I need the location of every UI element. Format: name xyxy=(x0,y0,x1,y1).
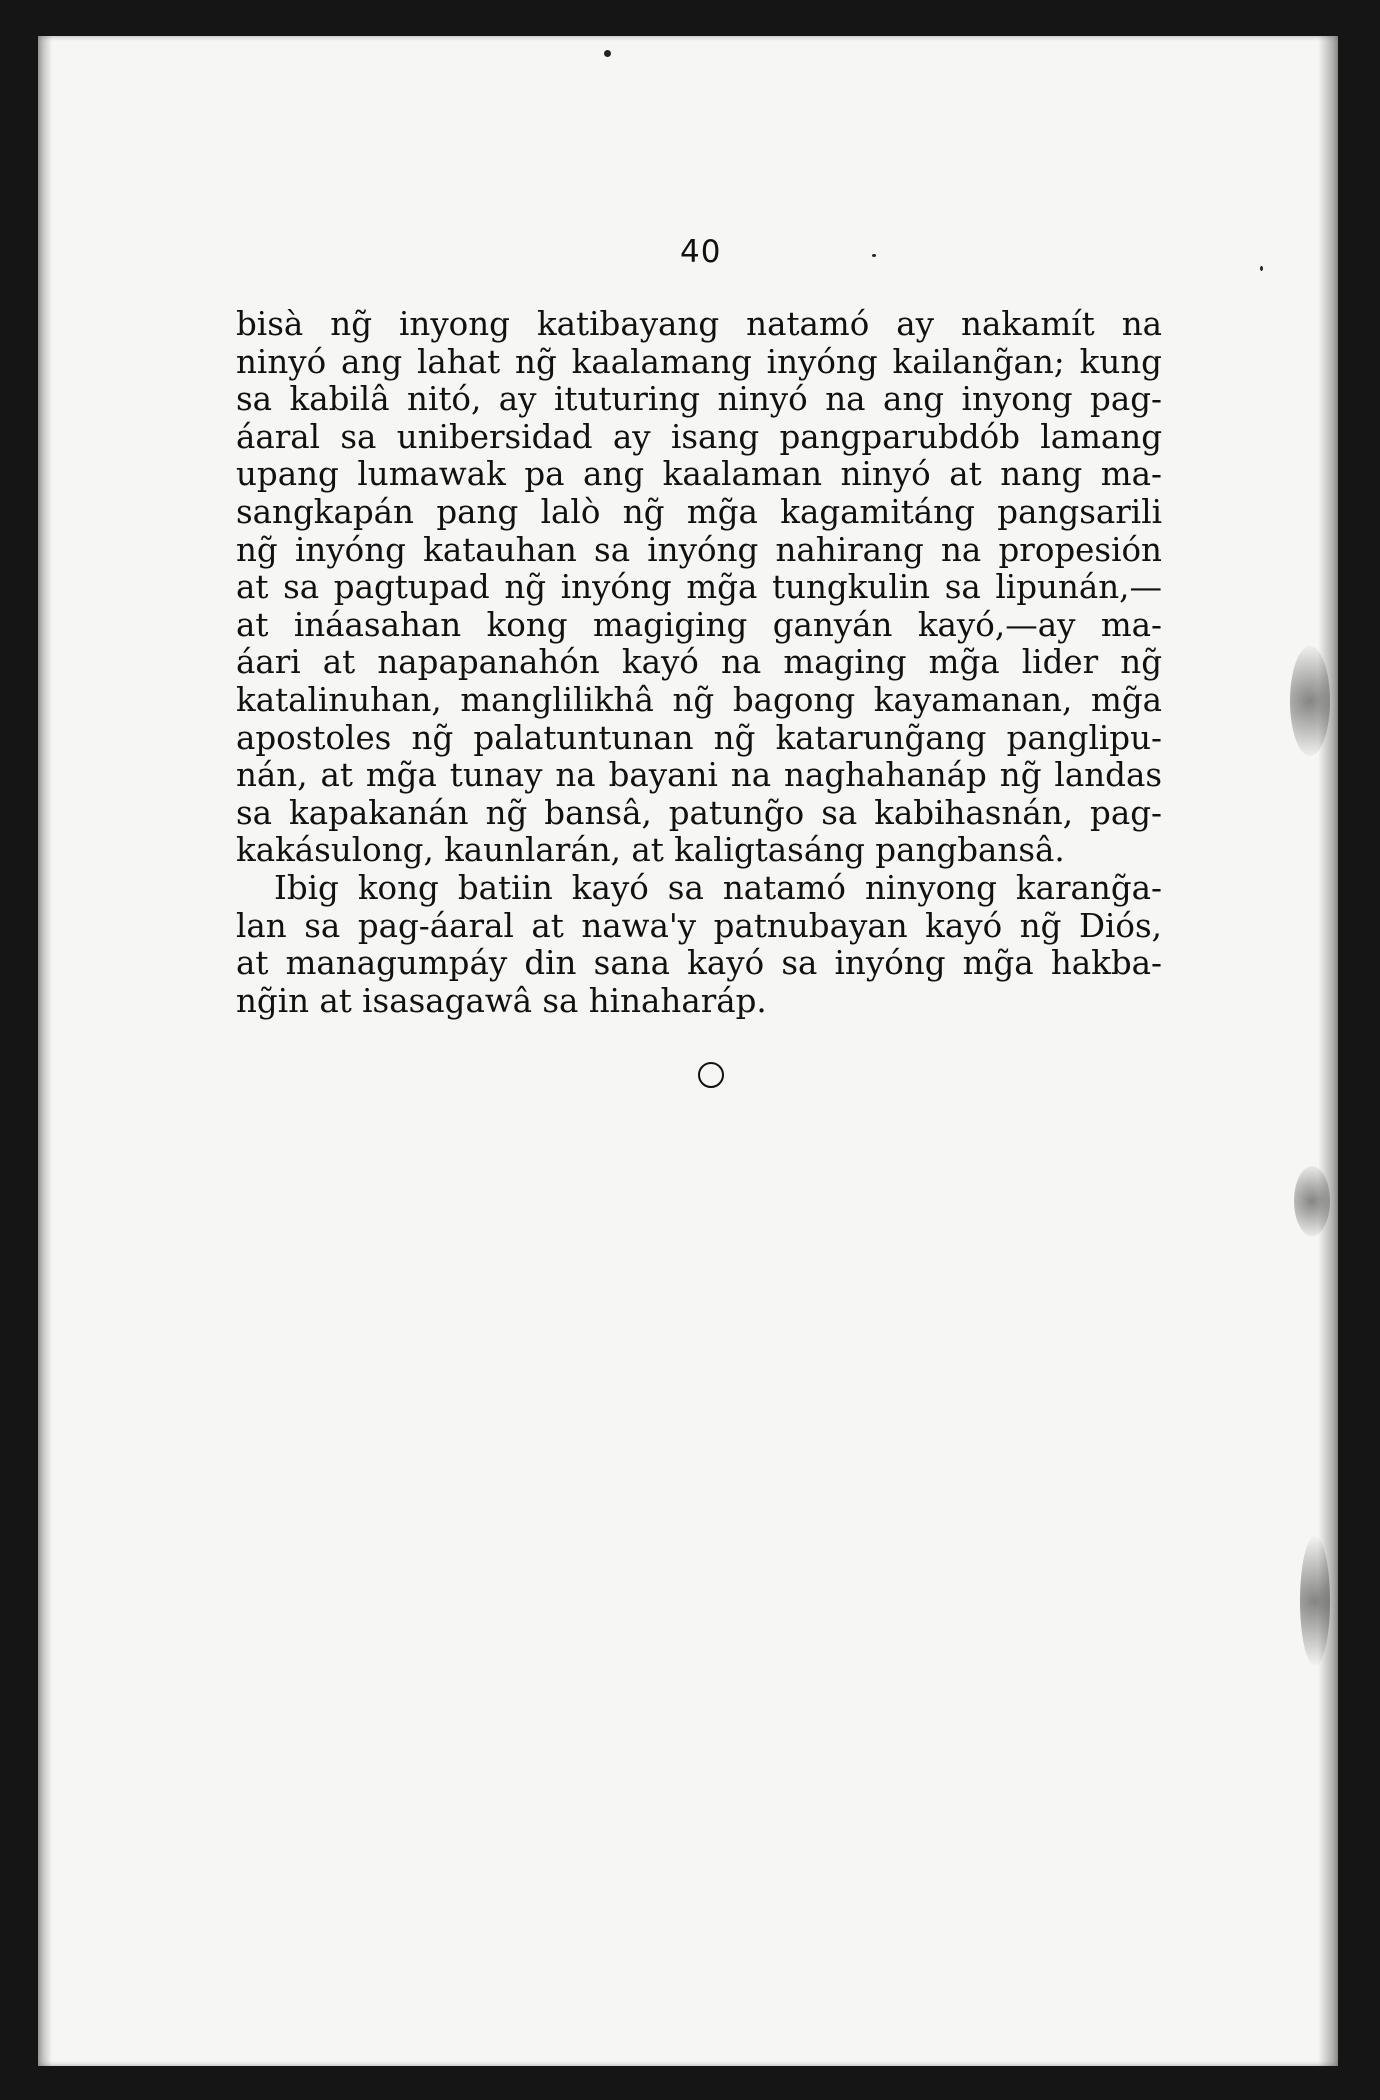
paragraph-1 xyxy=(236,306,1162,870)
text-line: at ináasahan kong magiging ganyán kayó,—ay ma- xyxy=(236,605,1162,644)
text-line: sangkapán pang lalò ng̃ mg̃a kagamitáng pangsarili xyxy=(236,492,1162,531)
text-line: nán, at mg̃a tunay na bayani na naghahanáp ng̃ landas xyxy=(236,756,1162,795)
scan-smudge xyxy=(1294,1166,1330,1236)
text-line: lan sa pag-áaral at nawa'y patnubayan kayó ng̃ Diós, xyxy=(236,906,1162,945)
text-line: ng̃in at isasagawâ sa hinaharáp. xyxy=(236,981,767,1020)
scan-smudge xyxy=(1300,1536,1330,1666)
paragraph-2 xyxy=(236,870,1162,1020)
text-line: áari at napapanahón kayó na maging mg̃a lider ng̃ xyxy=(236,643,1162,682)
text-line: sa kabilâ nitó, ay ituturing ninyó na ang inyong pag- xyxy=(236,380,1162,419)
text-line: kakásulong, kaunlarán, at kaligtasáng pangbansâ. xyxy=(236,831,1065,870)
text-line: ng̃ inyóng katauhan sa inyóng nahirang na propesión xyxy=(236,530,1162,569)
scan-speck xyxy=(1260,266,1263,271)
scan-smudge xyxy=(1290,646,1330,756)
text-line: áaral sa unibersidad ay isang pangparubdób lamang xyxy=(236,417,1162,456)
page-edge-shadow-left xyxy=(38,36,52,2066)
text-line: at sa pagtupad ng̃ inyóng mg̃a tungkulin sa lipunán,— xyxy=(236,568,1162,607)
scan-speck xyxy=(872,254,876,257)
text-line: ninyó ang lahat ng̃ kaalamang inyóng kailang̃an; kung xyxy=(236,342,1162,381)
text-line: at managumpáy din sana kayó sa inyóng mg̃a hakba- xyxy=(236,944,1162,983)
page-edge-shadow-right xyxy=(1318,36,1338,2066)
text-line: katalinuhan, manglilikhâ ng̃ bagong kayamanan, mg̃a xyxy=(236,680,1162,719)
text-line: upang lumawak pa ang kaalaman ninyó at nang ma- xyxy=(236,455,1162,494)
text-line: Ibig kong batiin kayó sa natamó ninyong karang̃a- xyxy=(274,868,1162,907)
scan-speck xyxy=(604,50,611,57)
page-number: 40 xyxy=(680,234,722,270)
end-mark-circle-icon xyxy=(698,1062,724,1088)
body-text xyxy=(236,306,1162,1020)
text-line: apostoles ng̃ palatuntunan ng̃ katarung̃ang panglipu- xyxy=(236,718,1162,757)
text-line: bisà ng̃ inyong katibayang natamó ay nakamít na xyxy=(236,305,1162,343)
text-line: sa kapakanán ng̃ bansâ, patung̃o sa kabihasnán, pag- xyxy=(236,793,1162,832)
